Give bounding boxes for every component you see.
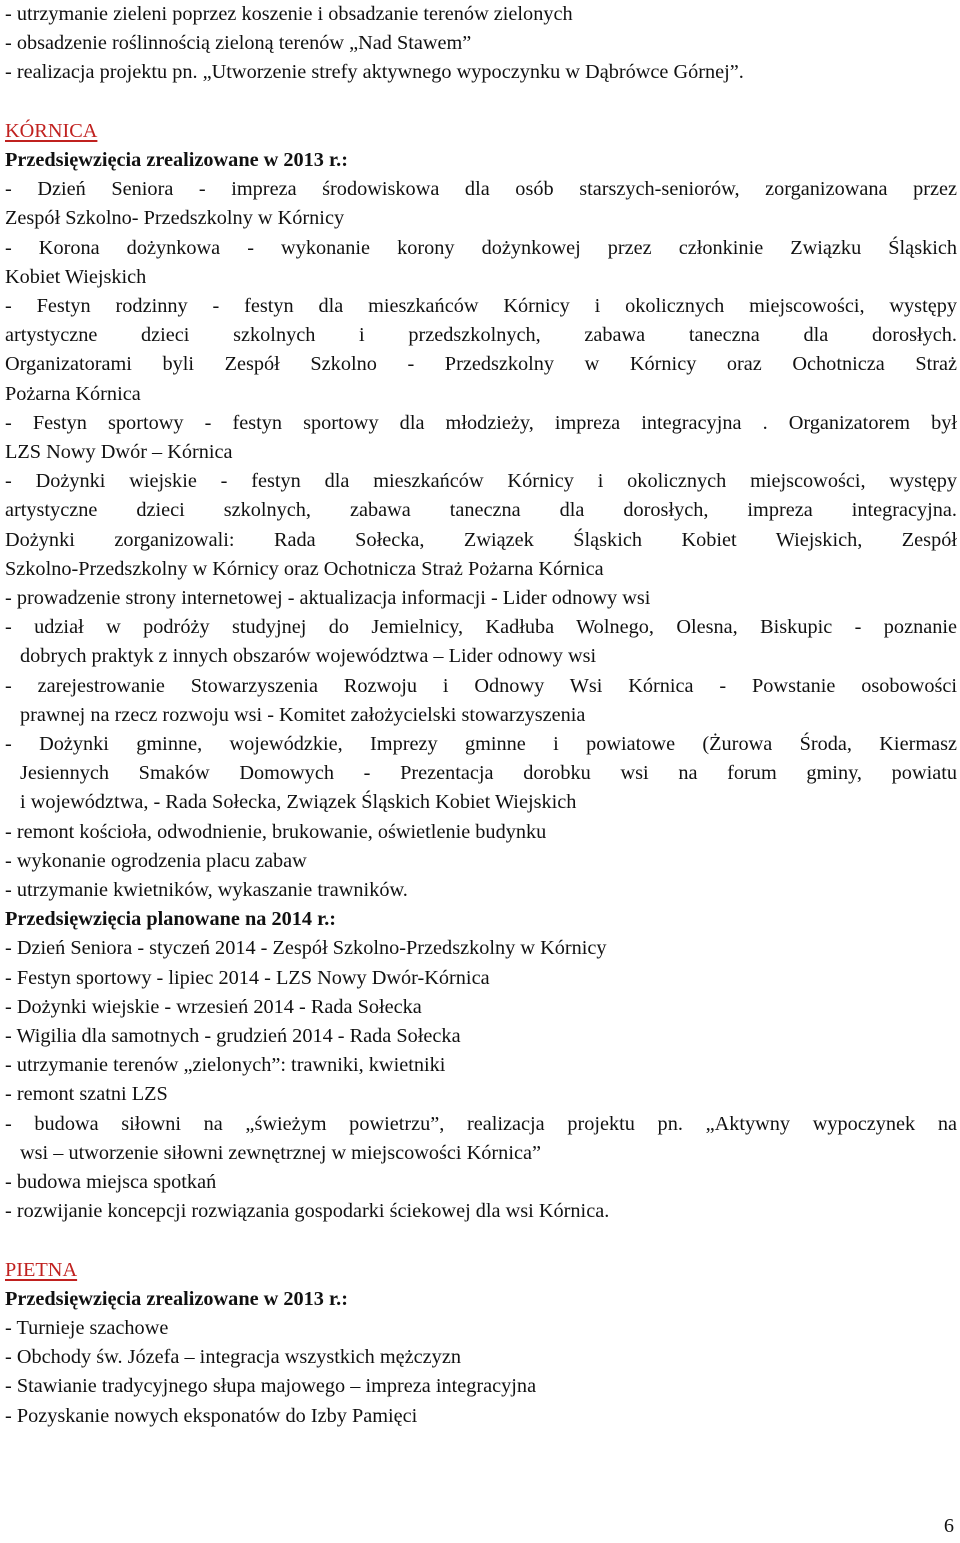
- text-line: Szkolno-Przedszkolny w Kórnicy oraz Ochotnicza Straż Pożarna Kórnica: [5, 557, 604, 580]
- text-line: Zespół Szkolno- Przedszkolny w Kórnicy: [5, 207, 345, 230]
- subsection-heading: Przedsięwzięcia planowane na 2014 r.:: [5, 908, 337, 931]
- text-line: i województwa, - Rada Sołecka, Związek Śląskich Kobiet Wiejskich: [20, 791, 577, 814]
- text-line: - remont kościoła, odwodnienie, brukowanie, oświetlenie budynku: [5, 820, 547, 843]
- text-line: Dożynki zorganizowali: Rada Sołecka, Związek Śląskich Kobiet Wiejskich, Zespół: [5, 528, 957, 551]
- text-line: prawnej na rzecz rozwoju wsi - Komitet założycielski stowarzyszenia: [20, 703, 586, 726]
- text-line: dobrych praktyk z innych obszarów województwa – Lider odnowy wsi: [20, 645, 597, 668]
- text-line: - Stawianie tradycyjnego słupa majowego – impreza integracyjna: [5, 1375, 537, 1398]
- text-line: - Dzień Seniora - impreza środowiskowa dla osób starszych-seniorów, zorganizowana przez: [5, 178, 957, 201]
- blank-line: [5, 88, 957, 117]
- text-line: - Dożynki gminne, wojewódzkie, Imprezy gminne i powiatowe (Żurowa Środa, Kiermasz: [5, 733, 957, 755]
- text-line: - realizacja projektu pn. „Utworzenie strefy aktywnego wypoczynku w Dąbrówce Górnej”.: [5, 61, 744, 84]
- text-line: - Festyn rodzinny - festyn dla mieszkańców Kórnicy i okolicznych miejscowości, występy: [5, 295, 957, 317]
- text-line: - budowa miejsca spotkań: [5, 1171, 217, 1193]
- text-line: - Pozyskanie nowych eksponatów do Izby Pamięci: [5, 1404, 418, 1427]
- text-line: - Dożynki wiejskie - festyn dla mieszkańców Kórnicy i okolicznych miejscowości, występy: [5, 470, 957, 493]
- text-line: artystyczne dzieci szkolnych, zabawa taneczna dla dorosłych, impreza integracyjna.: [5, 499, 957, 522]
- text-line: - zarejestrowanie Stowarzyszenia Rozwoju i Odnowy Wsi Kórnica - Powstanie osobowości: [5, 674, 957, 697]
- text-line: - utrzymanie kwietników, wykaszanie trawników.: [5, 879, 408, 901]
- text-line: artystyczne dzieci szkolnych i przedszkolnych, zabawa taneczna dla dorosłych.: [5, 324, 957, 347]
- text-line: - Turnieje szachowe: [5, 1317, 169, 1339]
- text-line: - remont szatni LZS: [5, 1083, 168, 1106]
- text-line: - Festyn sportowy - lipiec 2014 - LZS Nowy Dwór-Kórnica: [5, 966, 490, 989]
- text-line: - Dzień Seniora - styczeń 2014 - Zespół Szkolno-Przedszkolny w Kórnicy: [5, 937, 607, 960]
- text-line: - utrzymanie terenów „zielonych”: trawniki, kwietniki: [5, 1054, 446, 1077]
- text-line: - rozwijanie koncepcji rozwiązania gospodarki ściekowej dla wsi Kórnica.: [5, 1200, 610, 1223]
- text-line: - obsadzenie roślinnością zieloną terenów „Nad Stawem”: [5, 32, 472, 55]
- section-heading: KÓRNICA: [5, 119, 98, 142]
- text-line: wsi – utworzenie siłowni zewnętrznej w miejscowości Kórnica”: [20, 1141, 541, 1164]
- text-line: - udział w podróży studyjnej do Jemielnicy, Kadłuba Wolnego, Olesna, Biskupic - poznanie: [5, 616, 957, 639]
- text-line: Pożarna Kórnica: [5, 382, 141, 405]
- text-line: - Festyn sportowy - festyn sportowy dla młodzieży, impreza integracyjna . Organizatorem był: [5, 411, 957, 434]
- section-heading: PIETNA: [5, 1258, 78, 1281]
- text-line: - Wigilia dla samotnych - grudzień 2014 - Rada Sołecka: [5, 1025, 461, 1047]
- subsection-heading: Przedsięwzięcia zrealizowane w 2013 r.:: [5, 1287, 348, 1310]
- text-line: - Dożynki wiejskie - wrzesień 2014 - Rada Sołecka: [5, 995, 422, 1018]
- text-line: LZS Nowy Dwór – Kórnica: [5, 441, 233, 463]
- subsection-heading: Przedsięwzięcia zrealizowane w 2013 r.:: [5, 149, 348, 171]
- blank-line: [5, 1226, 957, 1255]
- text-line: - Korona dożynkowa - wykonanie korony dożynkowej przez członkinie Związku Śląskich: [5, 236, 957, 259]
- page-number: 6: [943, 1515, 954, 1537]
- text-line: - budowa siłowni na „świeżym powietrzu”, realizacja projektu pn. „Aktywny wypoczynek na: [5, 1112, 957, 1135]
- text-line: - prowadzenie strony internetowej - aktualizacja informacji - Lider odnowy wsi: [5, 587, 651, 609]
- text-line: Jesiennych Smaków Domowych - Prezentacja dorobku wsi na forum gminy, powiatu: [20, 762, 957, 785]
- text-line: Organizatorami byli Zespół Szkolno - Przedszkolny w Kórnicy oraz Ochotnicza Straż: [5, 353, 957, 376]
- text-line: - wykonanie ogrodzenia placu zabaw: [5, 849, 307, 872]
- text-line: - utrzymanie zieleni poprzez koszenie i obsadzanie terenów zielonych: [5, 3, 573, 25]
- text-line: Kobiet Wiejskich: [5, 265, 147, 288]
- text-line: - Obchody św. Józefa – integracja wszystkich mężczyzn: [5, 1346, 461, 1369]
